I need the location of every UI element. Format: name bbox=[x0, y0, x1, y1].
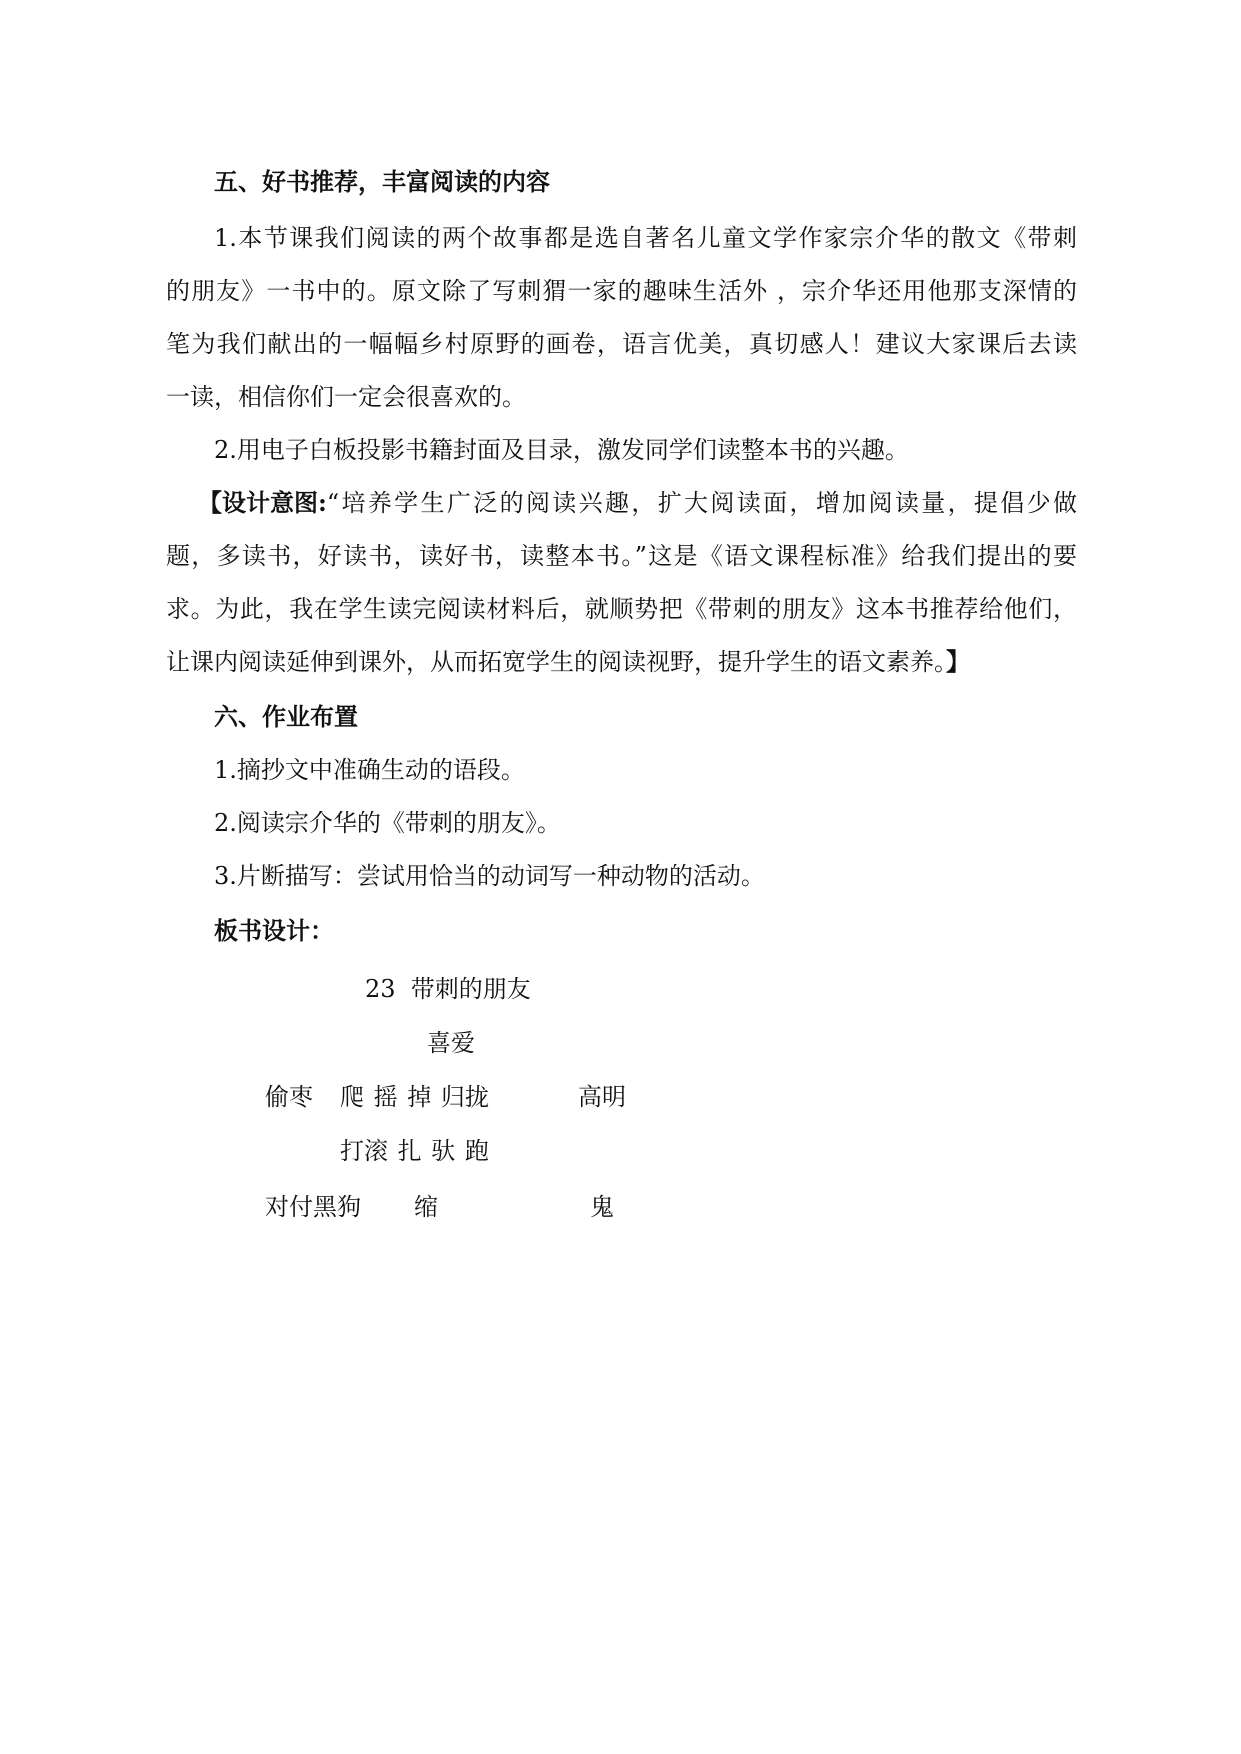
section5-p1-line1: 1.本节课我们阅读的两个故事都是选自著名儿童文学作家宗介华的散文《带刺 bbox=[214, 224, 1077, 252]
board-row1-left: 偷枣 bbox=[265, 1083, 313, 1111]
board-row1-right: 高明 bbox=[578, 1083, 626, 1111]
design-intent-line2: 题，多读书，好读书，读好书，读整本书。”这是《语文课程标准》给我们提出的要 bbox=[166, 542, 1077, 570]
section5-p1-line4: 一读，相信你们一定会很喜欢的。 bbox=[166, 383, 526, 411]
board-row3-verb: 缩 bbox=[414, 1193, 438, 1221]
board-row3-left: 对付黑狗 bbox=[265, 1193, 361, 1221]
homework-item-2: 2.阅读宗介华的《带刺的朋友》。 bbox=[214, 809, 561, 837]
section6-heading: 六、作业布置 bbox=[214, 702, 358, 731]
section5-p1-line3: 笔为我们献出的一幅幅乡村原野的画卷，语言优美，真切感人！建议大家课后去读 bbox=[166, 330, 1077, 358]
design-intent-label: 【设计意图: bbox=[198, 488, 327, 517]
design-intent-close: 】 bbox=[946, 647, 970, 676]
section5-p1-line2: 的朋友》一书中的。原文除了写刺猬一家的趣味生活外 ，宗介华还用他那支深情的 bbox=[166, 277, 1077, 305]
design-intent-line3: 求。为此，我在学生读完阅读材料后，就顺势把《带刺的朋友》这本书推荐给他们， bbox=[166, 595, 1077, 623]
section5-p2: 2.用电子白板投影书籍封面及目录，激发同学们读整本书的兴趣。 bbox=[214, 436, 909, 464]
board-row2-verbs: 打滚 扎 驮 跑 bbox=[340, 1137, 489, 1165]
board-love: 喜爱 bbox=[427, 1029, 475, 1057]
board-row1-verbs: 爬 摇 掉 归拢 bbox=[340, 1083, 489, 1111]
design-intent-text1: “培养学生广泛的阅读兴趣，扩大阅读面，增加阅读量，提倡少做 bbox=[326, 489, 1077, 517]
homework-item-3: 3.片断描写：尝试用恰当的动词写一种动物的活动。 bbox=[214, 862, 765, 890]
design-intent-line4 bbox=[166, 642, 970, 682]
board-row3-right: 鬼 bbox=[590, 1193, 614, 1221]
board-design-heading: 板书设计： bbox=[214, 916, 334, 945]
homework-item-1: 1.摘抄文中准确生动的语段。 bbox=[214, 756, 525, 784]
design-intent-line1 bbox=[198, 483, 1077, 523]
section5-heading: 五、好书推荐，丰富阅读的内容 bbox=[214, 167, 550, 196]
design-intent-text4: 让课内阅读延伸到课外，从而拓宽学生的阅读视野，提升学生的语文素养。 bbox=[166, 648, 946, 676]
board-title: 23 带刺的朋友 bbox=[365, 975, 531, 1003]
